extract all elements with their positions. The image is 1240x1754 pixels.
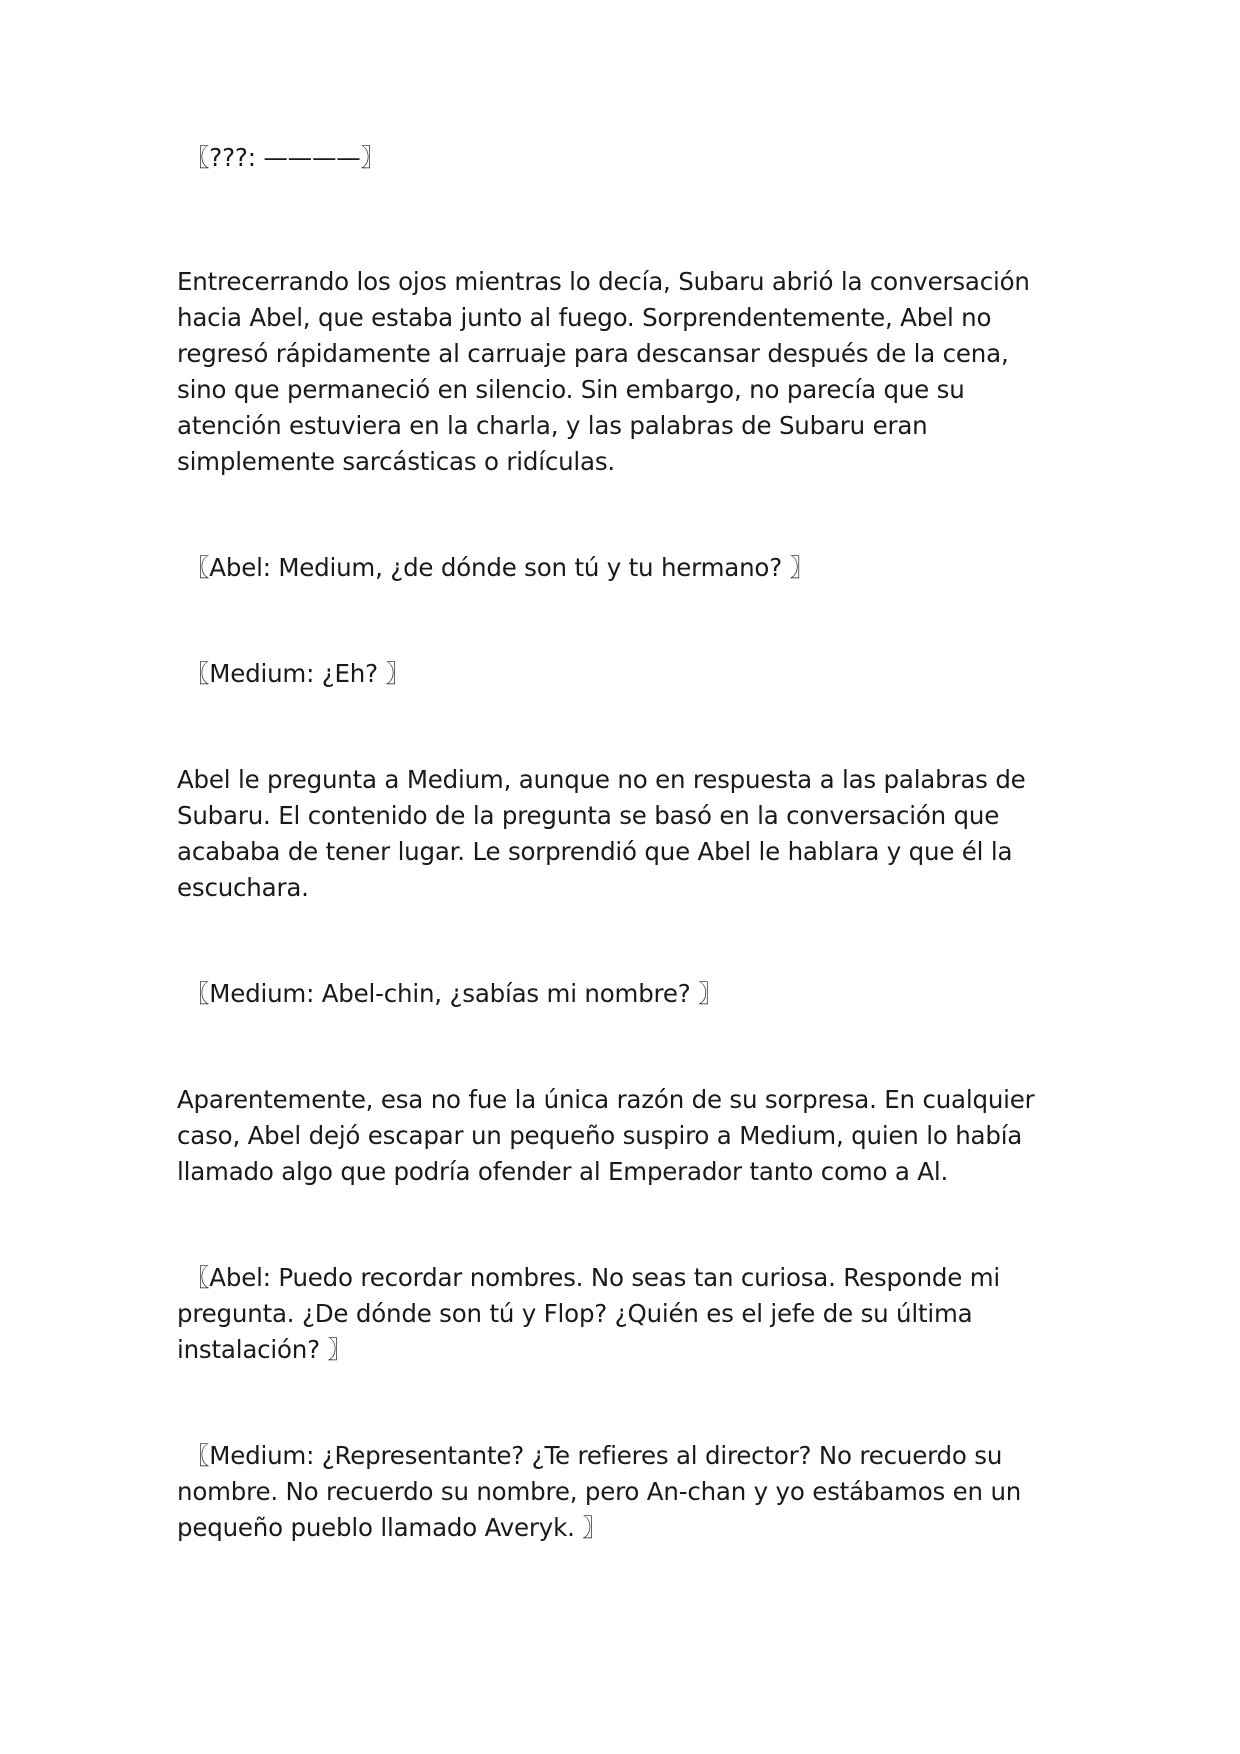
narration-paragraph: Entrecerrando los ojos mientras lo decía, Subaru abrió la conversación hacia Abel, que estaba junto al fuego. Sorprendentemente, Abel no regresó rápidamente al carruaje para descansar después de la cena, sino que permaneció en silencio. Sin embargo, no parecía que su atención estuviera en la charla, y las palabras de Subaru eran simplemente sarcásticas o ridículas. — [177, 267, 1030, 476]
dialogue-medium: 〖Medium: Abel-chin, ¿sabías mi nombre? 〗 — [185, 979, 723, 1008]
dialogue-medium: 〖Medium: ¿Eh? 〗 — [185, 659, 410, 688]
dialogue-medium: 〖Medium: ¿Representante? ¿Te refieres al director? No recuerdo su nombre. No recuerdo su nombre, pero An-chan y yo estábamos en un pequeño pueblo llamado Averyk. 〗 — [177, 1441, 1022, 1542]
dialogue-abel: 〖Abel: Medium, ¿de dónde son tú y tu hermano? 〗 — [185, 553, 814, 582]
dialogue-unknown-speaker: 〖???: ————〗 — [185, 143, 385, 172]
narration-paragraph: Abel le pregunta a Medium, aunque no en respuesta a las palabras de Subaru. El contenido de la pregunta se basó en la conversación que acababa de tener lugar. Le sorprendió que Abel le hablara y que él la escuchara. — [177, 765, 1026, 902]
document-body — [177, 140, 1057, 1546]
dialogue-abel: 〖Abel: Puedo recordar nombres. No seas tan curiosa. Responde mi pregunta. ¿De dónde son tú y Flop? ¿Quién es el jefe de su última instalación? 〗 — [177, 1263, 1001, 1364]
narration-paragraph: Aparentemente, esa no fue la única razón de su sorpresa. En cualquier caso, Abel dejó escapar un pequeño suspiro a Medium, quien lo había llamado algo que podría ofender al Emperador tanto como a Al. — [177, 1085, 1035, 1186]
